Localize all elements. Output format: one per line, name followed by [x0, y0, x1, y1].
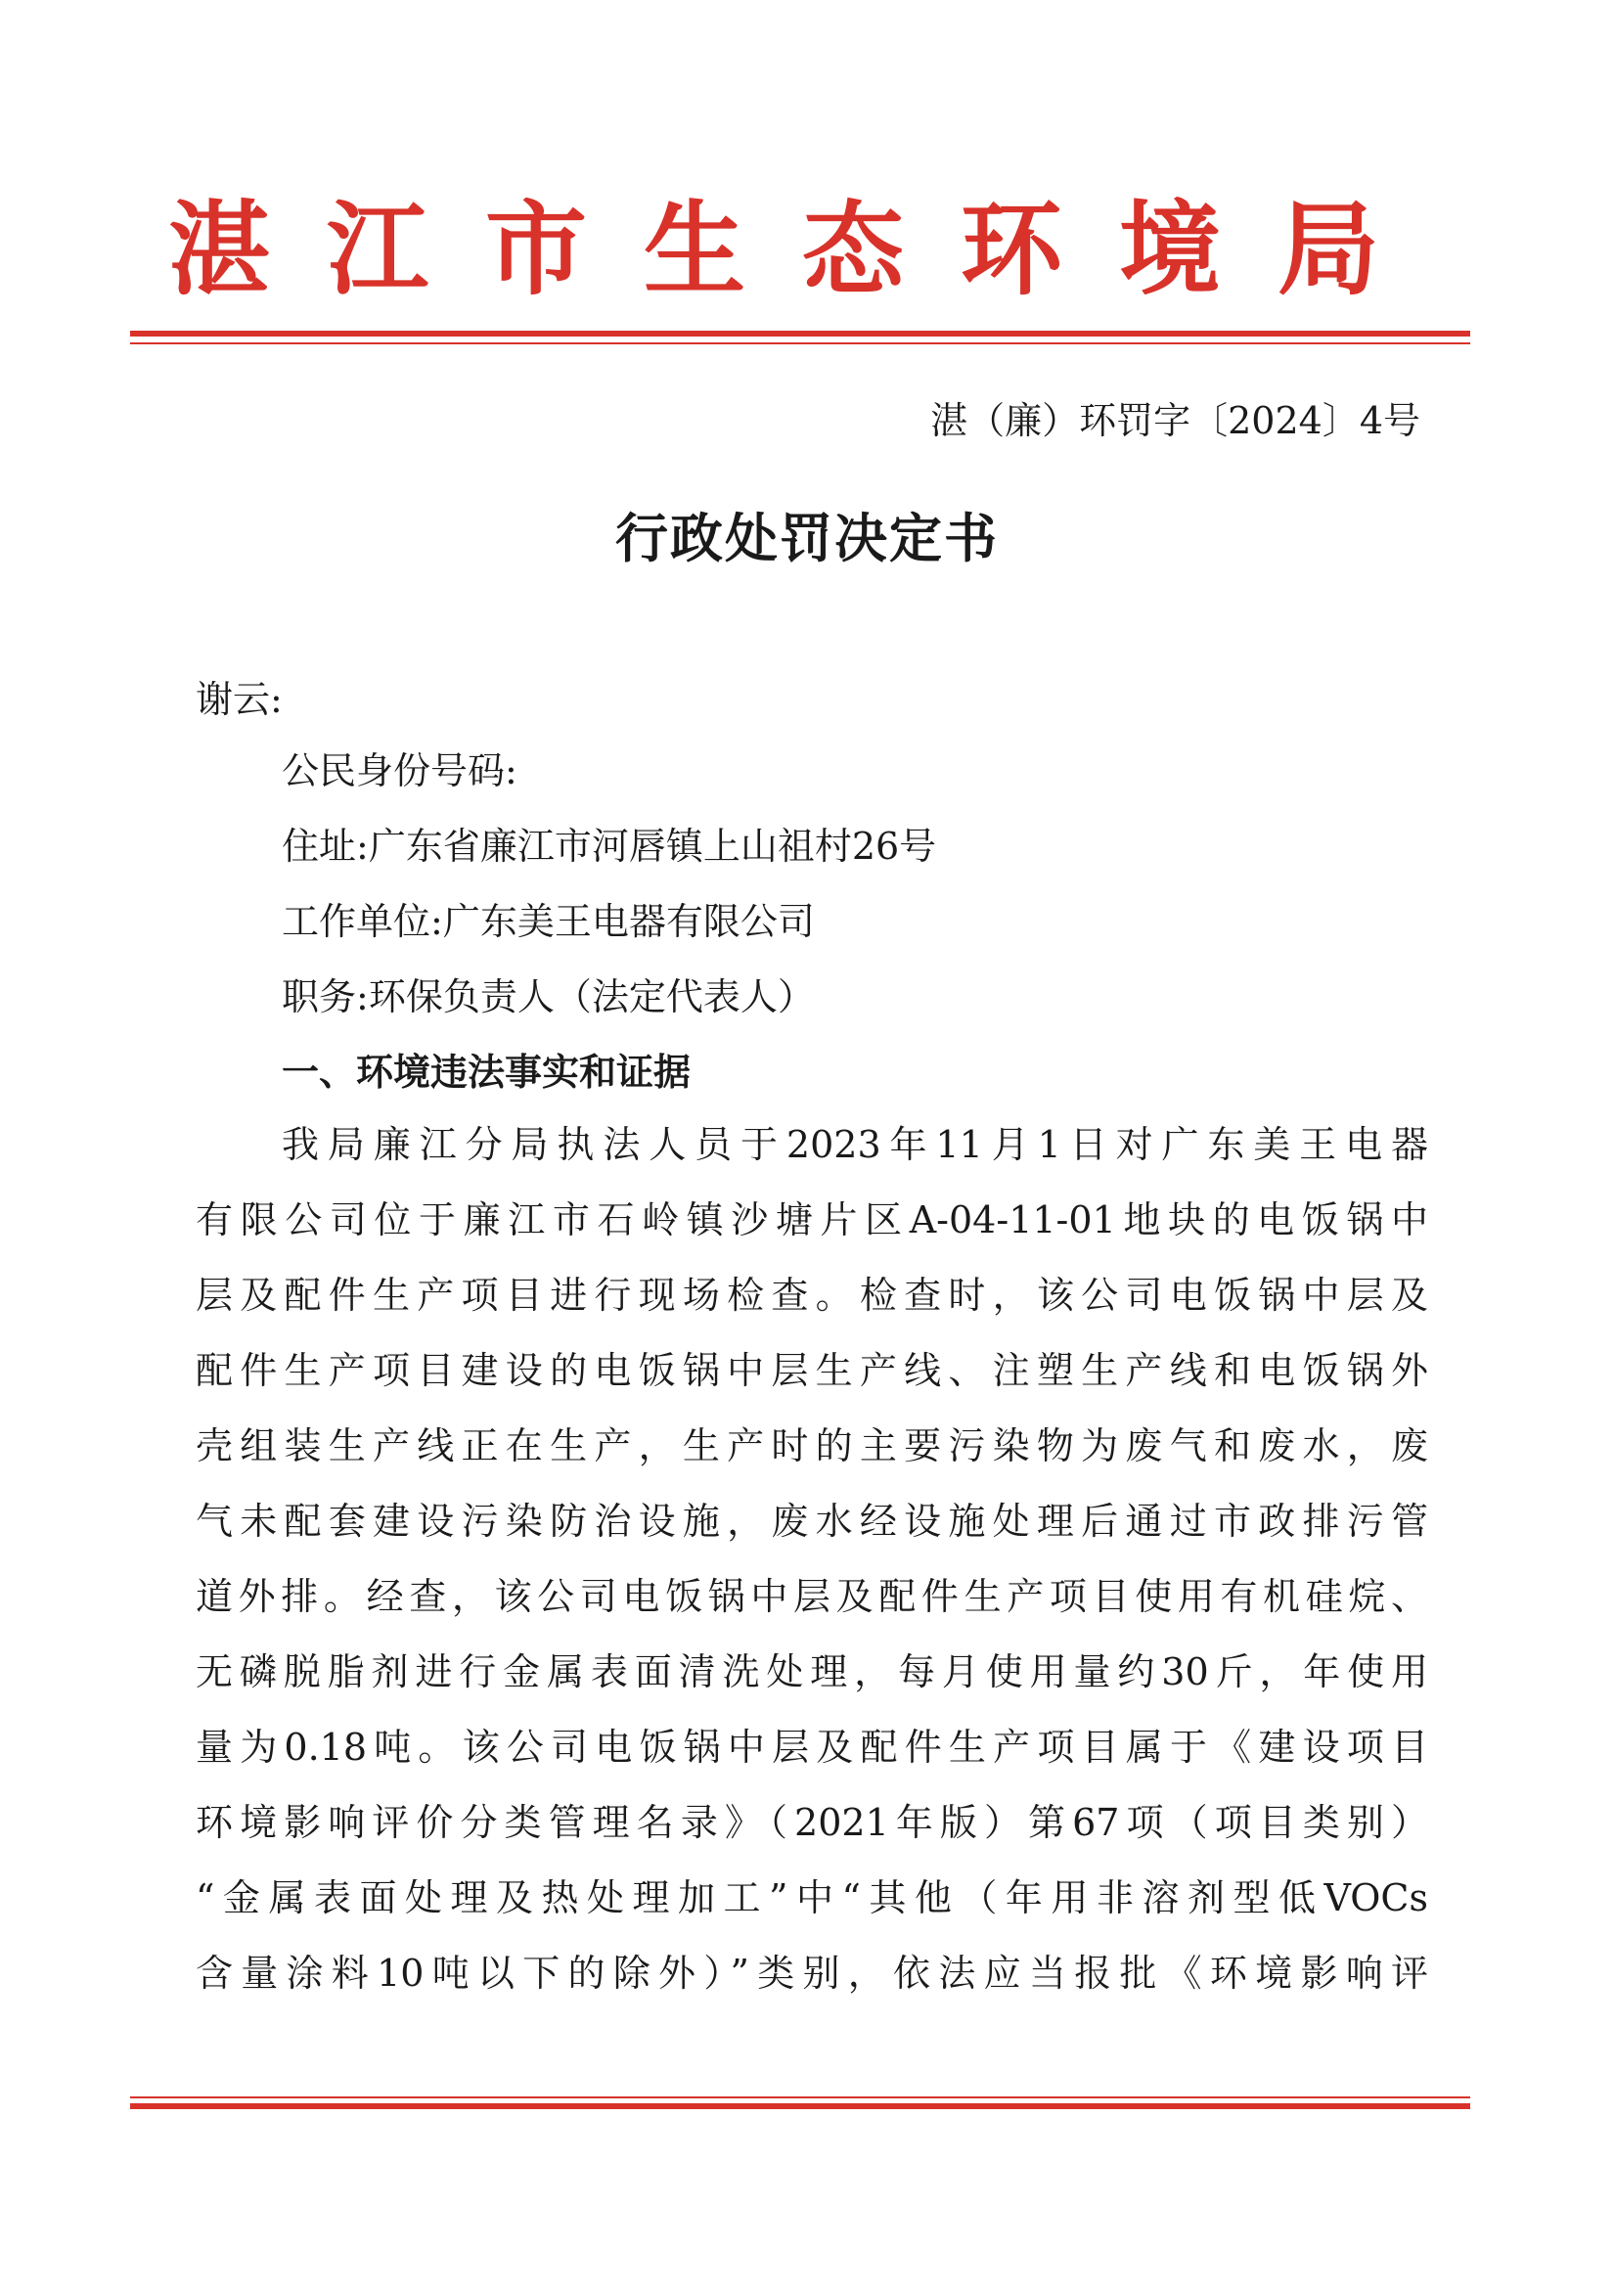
footer-divider-thin — [130, 2096, 1470, 2098]
recipient-name: 谢云: — [196, 678, 283, 721]
paragraph-line: 层及配件生产项目进行现场检查。检查时，该公司电饭锅中层及 — [196, 1274, 1428, 1317]
agency-masthead: 湛江市生态环境局 — [167, 190, 1436, 309]
field-value: 广东省廉江市河唇镇上山祖村26号 — [368, 825, 937, 868]
section-heading: 一、环境违法事实和证据 — [282, 1051, 692, 1094]
field-value: 环保负责人（法定代表人） — [368, 975, 815, 1018]
paragraph-line: 含量涂料10吨以下的除外）”类别，依法应当报批《环境影响评 — [196, 1952, 1428, 1995]
paragraph-line: 环境影响评价分类管理名录》（2021年版）第67项（项目类别） — [196, 1801, 1428, 1844]
field-label: 住址: — [282, 825, 369, 868]
field-label: 工作单位: — [282, 900, 443, 943]
paragraph-line: 道外排。经查，该公司电饭锅中层及配件生产项目使用有机硅烷、 — [196, 1575, 1428, 1618]
document-number: 湛（廉）环罚字〔2024〕4号 — [930, 399, 1420, 442]
header-divider-thick — [130, 331, 1470, 337]
paragraph-line: 壳组装生产线正在生产，生产时的主要污染物为废气和废水，废 — [196, 1424, 1428, 1467]
field-value: 广东美王电器有限公司 — [442, 900, 815, 943]
document-title: 行政处罚决定书 — [615, 507, 999, 569]
field-label: 职务: — [282, 975, 369, 1018]
field-address — [282, 822, 936, 871]
paragraph-line: 无磷脱脂剂进行金属表面清洗处理，每月使用量约30斤，年使用 — [196, 1650, 1428, 1693]
body-paragraph — [196, 1107, 1428, 2011]
field-label: 公民身份号码: — [282, 749, 517, 792]
field-id-number — [282, 746, 517, 795]
paragraph-line: 有限公司位于廉江市石岭镇沙塘片区A-04-11-01地块的电饭锅中 — [196, 1198, 1428, 1241]
field-employer — [282, 897, 815, 946]
paragraph-line: 配件生产项目建设的电饭锅中层生产线、注塑生产线和电饭锅外 — [196, 1349, 1428, 1392]
footer-divider-thick — [130, 2103, 1470, 2109]
header-divider-thin — [130, 342, 1470, 344]
paragraph-line: 量为0.18吨。该公司电饭锅中层及配件生产项目属于《建设项目 — [196, 1726, 1428, 1769]
paragraph-line: 气未配套建设污染防治设施，废水经设施处理后通过市政排污管 — [196, 1500, 1428, 1543]
paragraph-line: “金属表面处理及热处理加工”中“其他（年用非溶剂型低VOCs — [196, 1876, 1428, 1919]
paragraph-line: 我局廉江分局执法人员于2023年11月1日对广东美王电器 — [282, 1123, 1428, 1166]
field-position — [282, 972, 815, 1021]
